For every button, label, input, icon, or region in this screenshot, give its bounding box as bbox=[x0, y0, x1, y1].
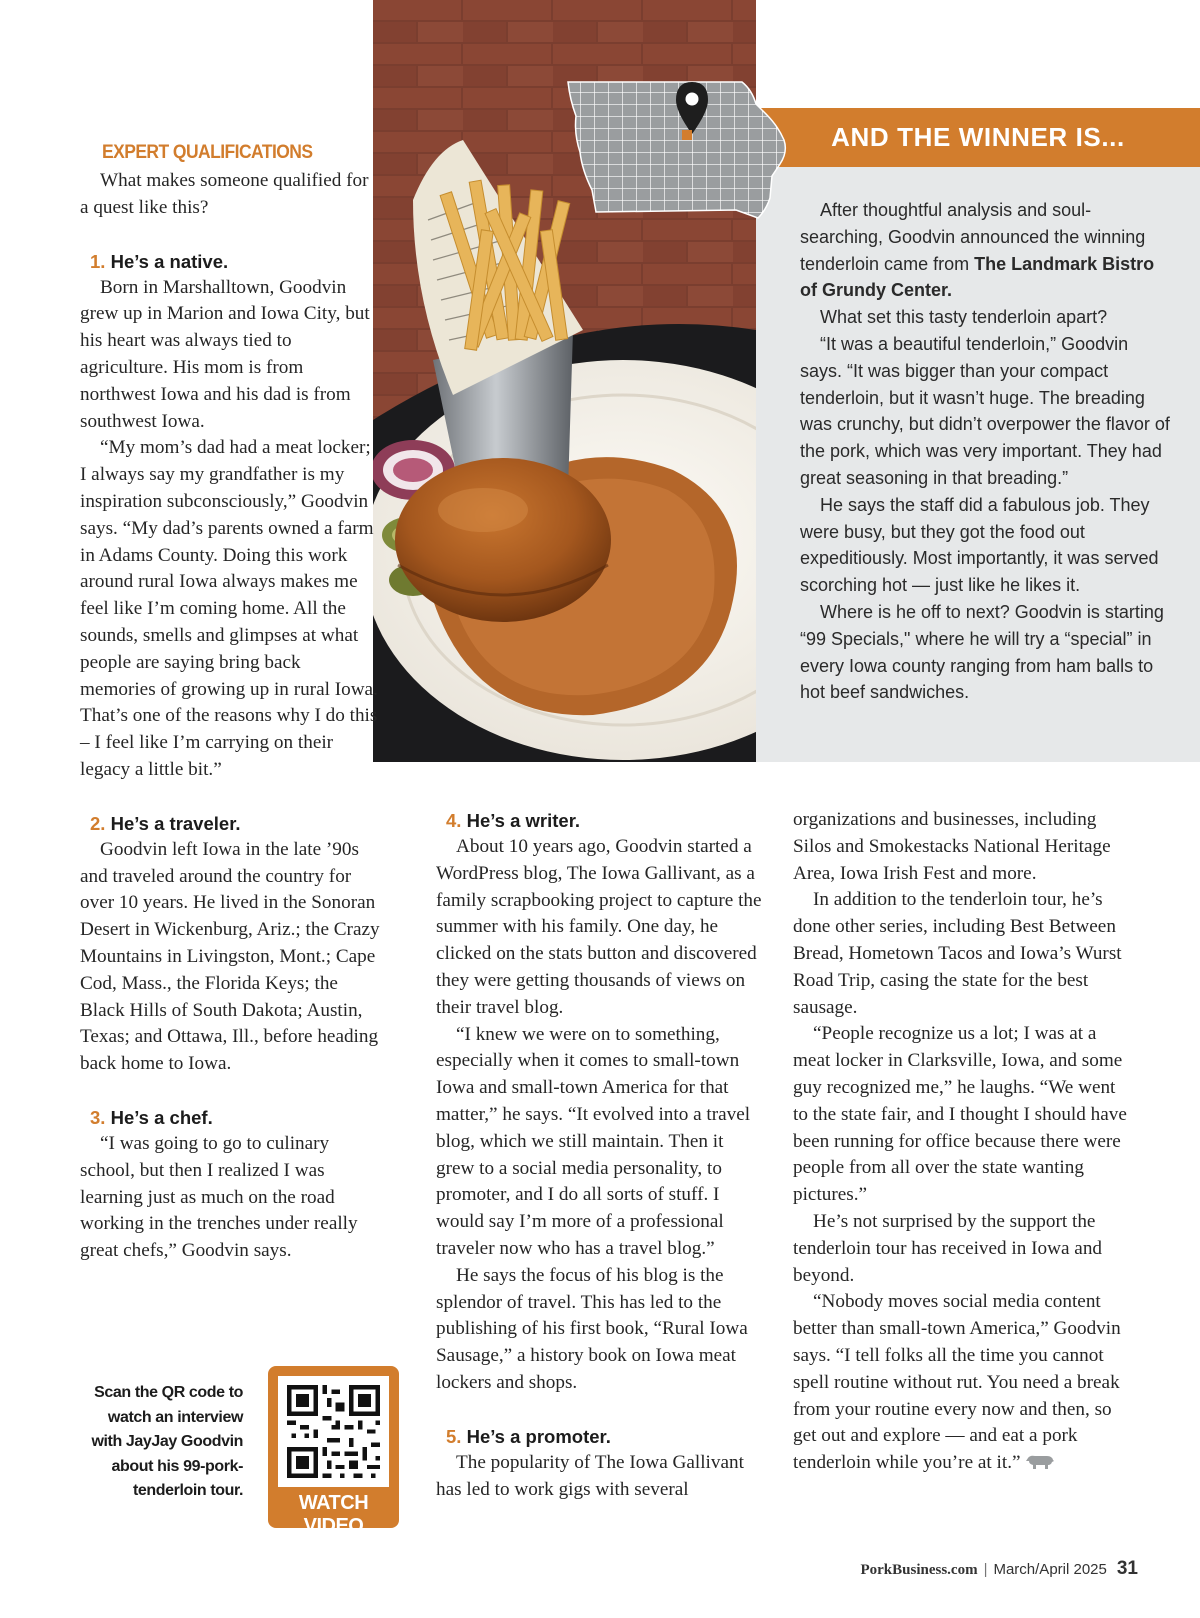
promoter-paragraph: The popularity of The Iowa Gallivant has led to work gigs with several bbox=[436, 1451, 744, 1500]
winner-paragraph: He says the staff did a fabulous job. They were busy, but they got the food out expeditiously. Most importantly, it was served scorching hot — just like he likes it. bbox=[800, 494, 1159, 596]
pig-end-mark-icon bbox=[1025, 1453, 1055, 1470]
winner-paragraph: “It was a beautiful tenderloin,” Goodvin says. “It was bigger than your compact tenderloin, but it wasn’t huge. The breading was crunchy, but didn’t overpower the flavor of the pork, which was very important. They had great seasoning in that breading.” bbox=[800, 333, 1170, 488]
native-paragraph: Born in Marshalltown, Goodvin grew up in Marion and Iowa City, but his heart was always tied to agriculture. His mom is from northwest Iowa and his dad is from southwest Iowa. bbox=[80, 276, 370, 432]
iowa-map-icon bbox=[566, 80, 798, 222]
page-number: 31 bbox=[1116, 1558, 1138, 1579]
section-heading-promoter: 5. He’s a promoter. bbox=[446, 1425, 611, 1447]
left-column bbox=[80, 138, 380, 1265]
section-heading-native: 1. He’s a native. bbox=[90, 250, 229, 272]
intro-paragraph: What makes someone qualified for a quest like this? bbox=[80, 170, 369, 218]
footer-date: March/April 2025 bbox=[993, 1561, 1107, 1578]
section-heading-writer: 4. He’s a writer. bbox=[446, 810, 581, 831]
traveler-paragraph: Goodvin left Iowa in the late ’90s and traveled around the country for over 10 years. He lived in the Sonoran Desert in Wickenburg, Ariz.; the Crazy Mountains in Livingston, Mont.; Cape Cod, Mass., the Florida Keys; the Black Hills of South Dakota; Austin, Texas; and Ottawa, Ill., before heading back home to Iowa. bbox=[80, 838, 380, 1075]
winner-body bbox=[800, 197, 1172, 706]
right-paragraph: organizations and businesses, including Silos and Smokestacks National Heritage Area, Iowa Irish Fest and more. bbox=[793, 809, 1111, 884]
right-paragraph: He’s not surprised by the support the tenderloin tour has received in Iowa and beyond. bbox=[793, 1210, 1103, 1286]
section-heading-chef: 3. He’s a chef. bbox=[90, 1106, 213, 1128]
winner-paragraph: After thoughtful analysis and soul-searching, Goodvin announced the winning tenderloin came from The Landmark Bistro of Grundy Center. bbox=[800, 200, 1155, 301]
right-paragraph: “People recognize us a lot; I was at a meat locker in Clarksville, Iowa, and some guy recognized me,” he laughs. “We went to the state fair, and I thought I should have been running for office because there were people from all over the state wanting pictures.” bbox=[793, 1023, 1127, 1206]
page-footer bbox=[838, 1558, 1138, 1580]
middle-column bbox=[436, 807, 766, 1503]
expert-qualifications-title: EXPERT QUALIFICATIONS bbox=[102, 142, 313, 163]
footer-separator: | bbox=[983, 1561, 988, 1578]
winner-title: AND THE WINNER IS... bbox=[831, 122, 1125, 152]
winner-restaurant: The Landmark Bistro of Grundy Center. bbox=[800, 253, 1155, 301]
qr-caption: Scan the QR code to watch an interview with JayJay Goodvin about his 99-pork-tenderloin tour. bbox=[91, 1384, 243, 1499]
writer-paragraph: About 10 years ago, Goodvin started a WordPress blog, The Iowa Gallivant, as a family scrapbooking project to capture the summer with his family. One day, he clicked on the stats button and discovered they were getting thousands of views on their travel blog. bbox=[436, 836, 762, 1018]
winner-paragraph: Where is he off to next? Goodvin is starting “99 Specials," where he will try a “special” in every Iowa county ranging from ham balls to hot beef sandwiches. bbox=[800, 601, 1164, 703]
footer-site: PorkBusiness.com bbox=[860, 1562, 978, 1578]
winner-paragraph: What set this tasty tenderloin apart? bbox=[820, 307, 1108, 328]
watch-video-label[interactable]: WATCH VIDEO bbox=[298, 1492, 369, 1537]
right-paragraph: In addition to the tenderloin tour, he’s done other series, including Best Between Bread, Hometown Tacos and Iowa’s Wurst Road Trip, casing the state for the best sausage. bbox=[793, 889, 1122, 1018]
right-column bbox=[793, 807, 1133, 1477]
native-paragraph: “My mom’s dad had a meat locker; I always say my grandfather is my inspiration subconsciously,” Goodvin says. “My dad’s parents owned a farm in Adams County. Doing this work around rural Iowa always makes me feel like I’m coming home. All the sounds, smells and glimpses at what people are saying bring back memories of growing up in rural Iowa. That’s one of the reasons why I do this – I feel like I’m carrying on their legacy a little bit.” bbox=[80, 437, 378, 780]
writer-paragraph: “I knew we were on to something, especially when it comes to small-town Iowa and small-town America for that matter,” he says. “It evolved into a travel blog, which we still maintain. Then it grew to a social media personality, to promoter, and I do all sorts of stuff. I would say I’m more of a professional traveler now who has a travel blog.” bbox=[436, 1023, 751, 1259]
section-heading-traveler: 2. He’s a traveler. bbox=[90, 812, 241, 834]
chef-paragraph: “I was going to go to culinary school, but then I realized I was learning just as much on the road working in the trenches under really great chefs,” Goodvin says. bbox=[80, 1132, 358, 1262]
right-paragraph: “Nobody moves social media content better than small-town America,” Goodvin says. “I tell folks all the time you cannot spell routine without rut. You need a break from your routine every now and then, so get out and explore — and eat a pork tenderloin while you’re at it.” bbox=[793, 1291, 1121, 1474]
writer-paragraph: He says the focus of his blog is the splendor of travel. This has led to the publishing of his first book, “Rural Iowa Sausage,” a history book on Iowa meat lockers and shops. bbox=[436, 1264, 748, 1393]
qr-code-icon[interactable] bbox=[278, 1376, 389, 1487]
